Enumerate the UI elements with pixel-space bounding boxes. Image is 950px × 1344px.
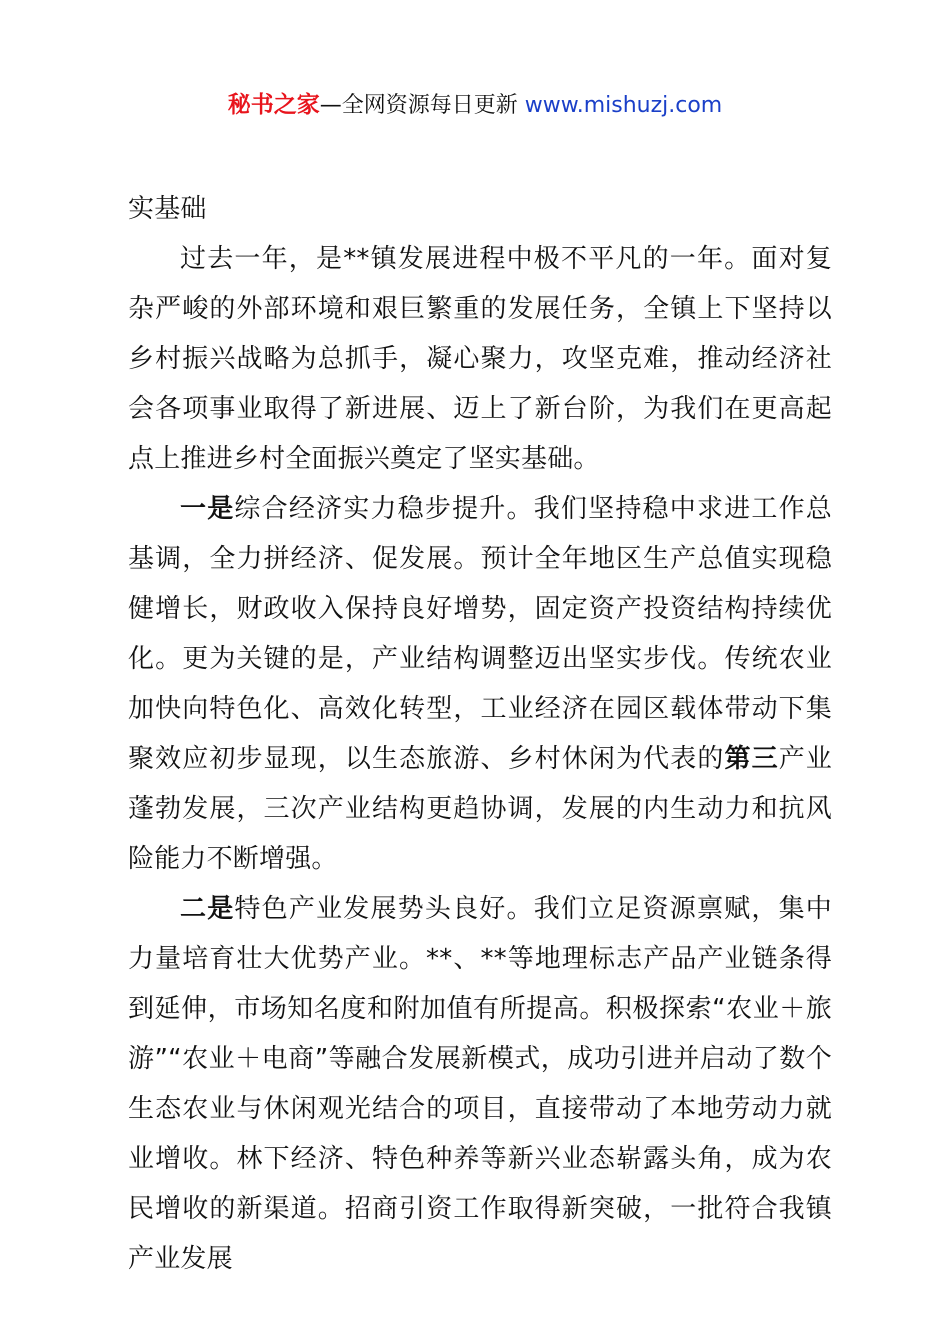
point-one-lead: 一是: [180, 494, 235, 524]
point-two-lead: 二是: [180, 894, 235, 924]
point-one-text-a: 综合经济实力稳步提升。我们坚持稳中求进工作总基调，全力拼经济、促发展。预计全年地区生产总值实现稳健增长，财政收入保持良好增势，固定资产投资结构持续优化。更为关键的是，产业结构调整迈出坚实步伐。传统农业加快向特色化、高效化转型，工业经济在园区载体带动下集聚效应初步显现，以生态旅游、乡村休闲为代表的: [128, 494, 832, 774]
continued-paragraph: 实基础: [128, 194, 207, 224]
point-one-bold-term: 第三: [724, 744, 779, 774]
point-one-text-b: 产业蓬勃发展，三次产业结构更趋协调，发展的内生动力和抗风险能力不断增强。: [128, 744, 832, 874]
intro-paragraph: 过去一年，是**镇发展进程中极不平凡的一年。面对复杂严峻的外部环境和艰巨繁重的发展任务，全镇上下坚持以乡村振兴战略为总抓手，凝心聚力，攻坚克难，推动经济社会各项事业取得了新进展、迈上了新台阶，为我们在更高起点上推进乡村全面振兴奠定了坚实基础。: [128, 244, 832, 474]
point-one-paragraph: [128, 484, 832, 884]
website-url[interactable]: www.mishuzj.com: [524, 93, 723, 118]
document-body: [128, 184, 832, 1284]
point-two-text: 特色产业发展势头良好。我们立足资源禀赋，集中力量培育壮大优势产业。**、**等地理标志产品产业链条得到延伸，市场知名度和附加值有所提高。积极探索“农业＋旅游”“农业＋电商”等融合发展新模式，成功引进并启动了数个生态农业与休闲观光结合的项目，直接带动了本地劳动力就业增收。林下经济、特色种养等新兴业态崭露头角，成为农民增收的新渠道。招商引资工作取得新突破，一批符合我镇产业发展: [128, 894, 832, 1274]
page-header: [0, 88, 950, 123]
brand-name: 秘书之家: [227, 92, 320, 118]
point-two-paragraph: [128, 884, 832, 1284]
header-tagline: —全网资源每日更新: [319, 93, 525, 118]
